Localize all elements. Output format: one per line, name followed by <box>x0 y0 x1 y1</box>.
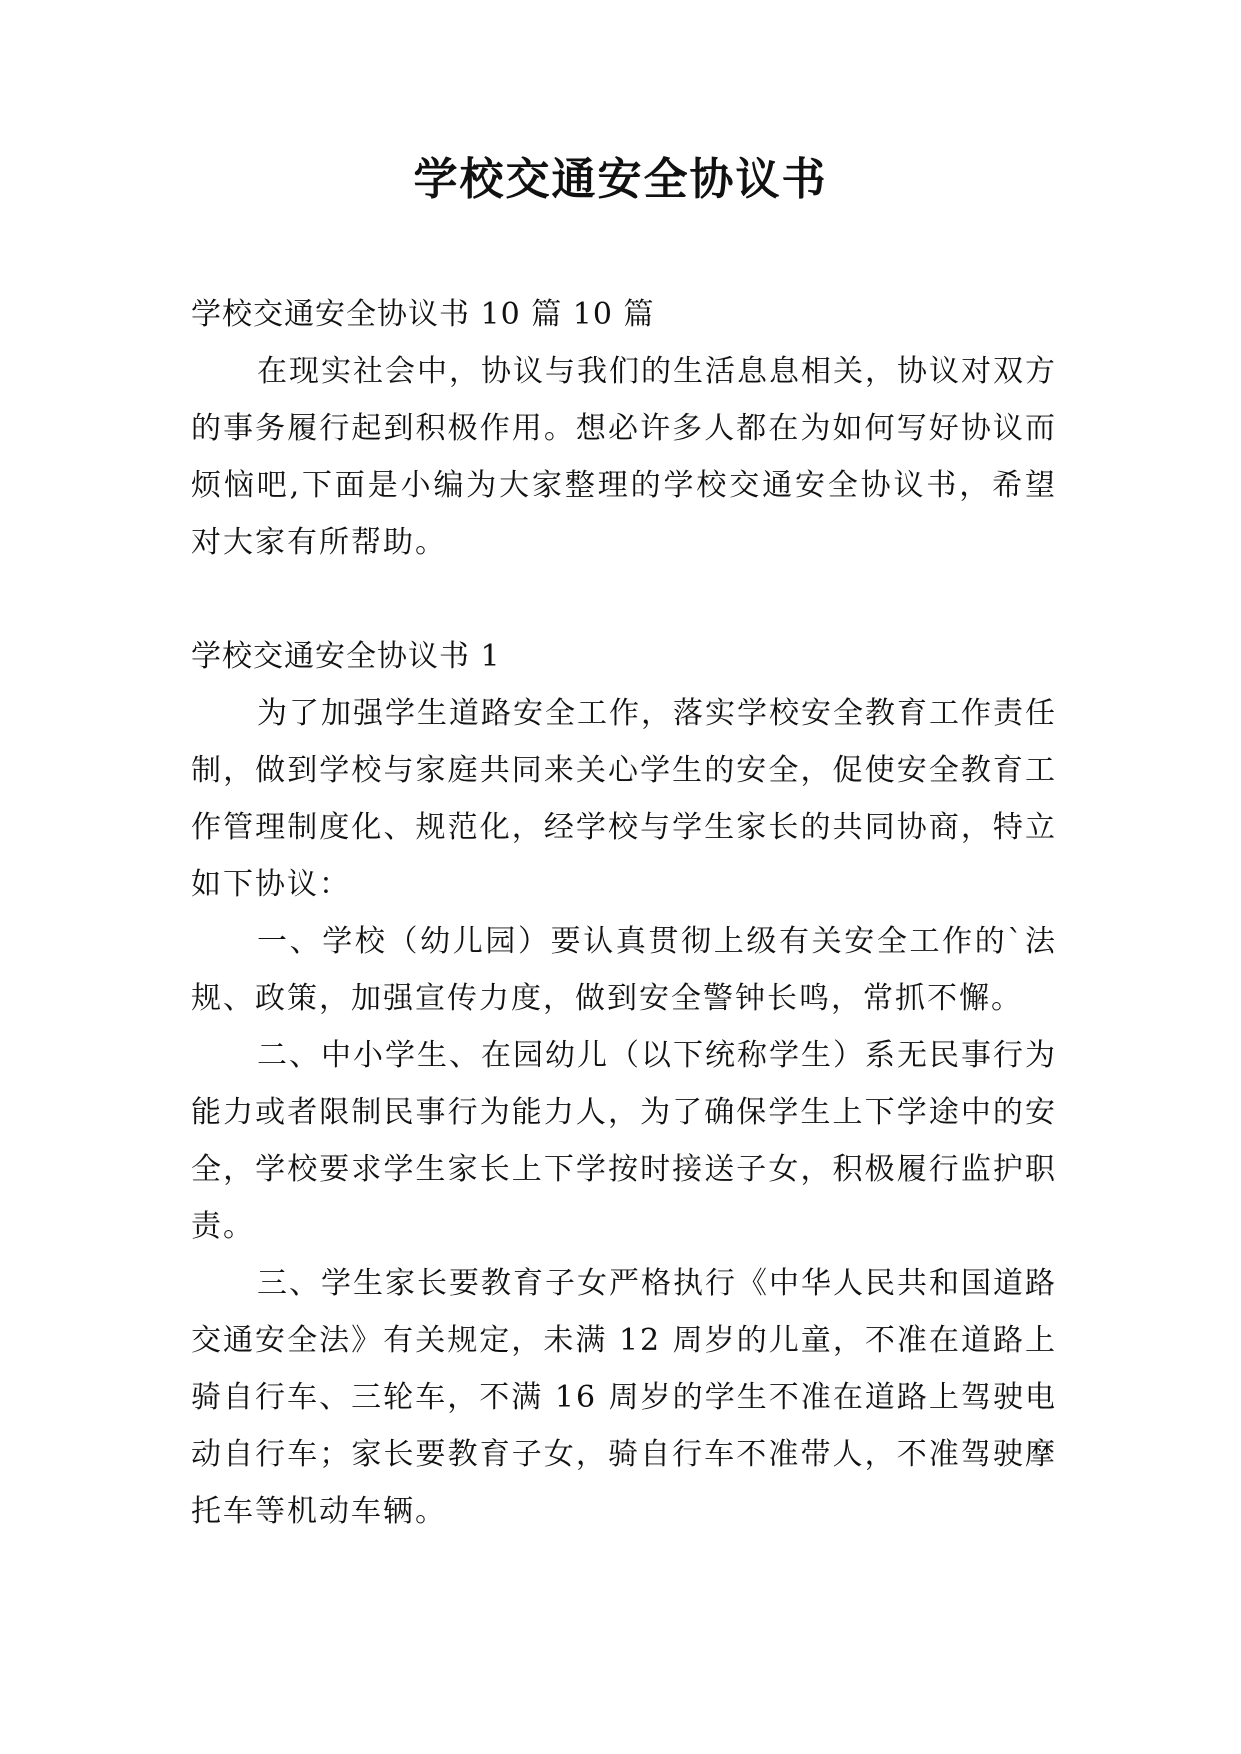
section-heading: 学校交通安全协议书 1 <box>191 639 501 674</box>
document-title: 学校交通安全协议书 <box>413 154 828 205</box>
intro-paragraph: 在现实社会中，协议与我们的生活息息相关，协议对双方的事务履行起到积极作用。想必许多人都在为如何写好协议而烦恼吧,下面是小编为大家整理的学校交通安全协议书，希望对大家有所帮助。 <box>191 354 1057 560</box>
section-paragraph: 一、学校（幼儿园）要认真贯彻上级有关安全工作的`法规、政策，加强宣传力度，做到安全警钟长鸣，常抓不懈。 <box>191 924 1057 1016</box>
paragraph-spacer <box>191 571 1057 628</box>
document-subtitle: 学校交通安全协议书 10 篇 10 篇 <box>191 297 655 332</box>
document-body <box>191 286 1057 1540</box>
section-paragraph: 三、学生家长要教育子女严格执行《中华人民共和国道路交通安全法》有关规定，未满 12 周岁的儿童，不准在道路上骑自行车、三轮车，不满 16 周岁的学生不准在道路上驾驶电动自行车；家长要教育子女，骑自行车不准带人，不准驾驶摩托车等机动车辆。 <box>191 1266 1057 1529</box>
section-paragraph: 为了加强学生道路安全工作，落实学校安全教育工作责任制，做到学校与家庭共同来关心学生的安全，促使安全教育工作管理制度化、规范化，经学校与学生家长的共同协商，特立如下协议： <box>191 696 1057 902</box>
section-paragraph: 二、中小学生、在园幼儿（以下统称学生）系无民事行为能力或者限制民事行为能力人，为了确保学生上下学途中的安全，学校要求学生家长上下学按时接送子女，积极履行监护职责。 <box>191 1038 1057 1244</box>
